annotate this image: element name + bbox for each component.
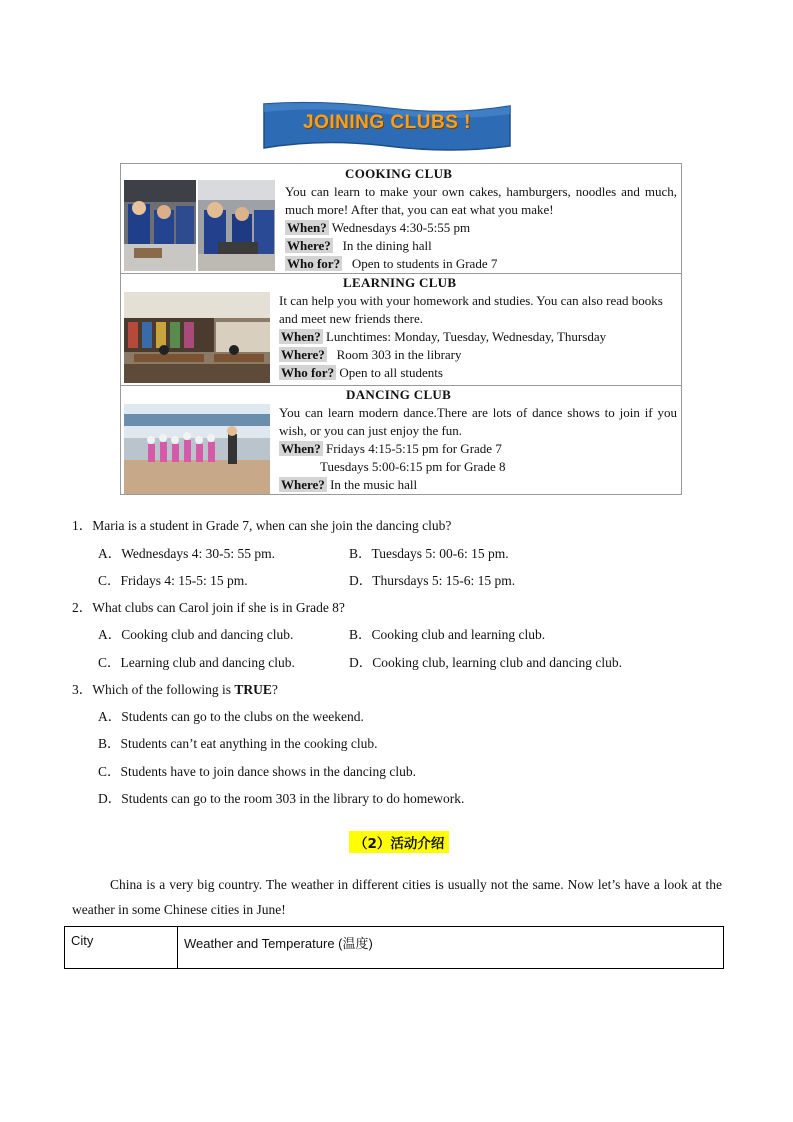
learning-who-value: Open to all students	[339, 365, 443, 380]
question-2-option-b: B．Cooking club and learning club.	[349, 627, 546, 642]
question-2-option-c: C．Learning club and dancing club.	[98, 655, 295, 670]
learning-where-label: Where?	[281, 347, 325, 362]
cooking-photo-icon	[124, 180, 196, 271]
cooking-photo-2	[198, 180, 275, 271]
question-1-option-d: D．Thursdays 5: 15-6: 15 pm.	[349, 573, 516, 588]
cooking-club-description: You can learn to make your own cakes, hamburgers, noodles and much, much more! After that, you can eat what you make!	[285, 184, 677, 217]
dancing-when-label: When?	[281, 441, 321, 456]
learning-club-title: LEARNING CLUB	[343, 275, 457, 290]
question-2-stem: 2．What clubs can Carol join if she is in Grade 8?	[72, 600, 345, 615]
banner-title: JOINING CLUBS !	[303, 112, 471, 133]
cooking-club-title: COOKING CLUB	[345, 166, 453, 181]
learning-when-label: When?	[281, 329, 321, 344]
clubs-info-box	[120, 163, 682, 495]
question-3-option-b: B．Students can’t eat anything in the cooking club.	[98, 736, 378, 751]
cooking-club-details	[285, 183, 677, 273]
learning-where-value: Room 303 in the library	[336, 347, 462, 362]
dancing-club-description: You can learn modern dance.There are lots of dance shows to join if you wish, or you can just enjoy the fun.	[279, 405, 677, 438]
cooking-who-value: Open to students in Grade 7	[351, 256, 498, 271]
learning-photo	[124, 292, 270, 383]
cooking-when-label: When?	[287, 220, 327, 235]
section-title: （2）活动介绍	[349, 831, 449, 853]
question-3-option-a: A．Students can go to the clubs on the weekend.	[98, 709, 364, 724]
dancing-photo	[124, 404, 270, 494]
dancing-club-details	[279, 404, 677, 494]
cooking-where-value: In the dining hall	[342, 238, 432, 253]
dancing-where-value: In the music hall	[330, 477, 418, 492]
question-2-option-a: A．Cooking club and dancing club.	[98, 627, 294, 642]
learning-club-details	[279, 292, 677, 382]
question-1-stem: 1．Maria is a student in Grade 7, when can she join the dancing club?	[72, 518, 452, 533]
learning-club-description: It can help you with your homework and studies. You can also read books and meet new friends there.	[279, 293, 663, 326]
learning-who-label: Who for?	[281, 365, 335, 380]
table-header-weather: Weather and Temperature (温度)	[178, 927, 724, 969]
table-row	[65, 927, 724, 969]
dancing-where-label: Where?	[281, 477, 325, 492]
question-3-option-d: D．Students can go to the room 303 in the library to do homework.	[98, 791, 465, 806]
banner	[262, 100, 512, 152]
dancing-club-title: DANCING CLUB	[346, 387, 452, 402]
question-1-option-a: A．Wednesdays 4: 30-5: 55 pm.	[98, 546, 276, 561]
cooking-club-row	[121, 164, 681, 274]
question-3-option-c: C．Students have to join dance shows in the dancing club.	[98, 764, 416, 779]
question-1-option-b: B．Tuesdays 5: 00-6: 15 pm.	[349, 546, 509, 561]
dancing-when-value-2: Tuesdays 5:00-6:15 pm for Grade 8	[320, 459, 506, 474]
cooking-who-label: Who for?	[287, 256, 341, 271]
dancing-club-row	[121, 386, 681, 494]
question-3-stem-emphasis: TRUE	[234, 682, 272, 697]
intro-paragraph: China is a very big country. The weather in different cities is usually not the same. Now let’s have a look at the weather in some Chinese cities in June!	[72, 877, 722, 917]
weather-table	[64, 926, 724, 969]
table-header-city: City	[65, 927, 178, 969]
cooking-when-value: Wednesdays 4:30-5:55 pm	[331, 220, 471, 235]
learning-when-value: Lunchtimes: Monday, Tuesday, Wednesday, Thursday	[325, 329, 607, 344]
question-3-stem-text: 3．Which of the following is	[72, 682, 235, 697]
question-3-stem	[72, 678, 278, 698]
question-3-stem-end: ?	[271, 682, 278, 697]
dancing-when-value: Fridays 4:15-5:15 pm for Grade 7	[325, 441, 502, 456]
cooking-photo-1	[124, 180, 196, 271]
library-photo-icon	[124, 292, 270, 383]
question-2-option-d: D．Cooking club, learning club and dancing club.	[349, 655, 622, 670]
cooking-photo-icon	[198, 180, 275, 271]
learning-club-row	[121, 274, 681, 386]
dance-hall-photo-icon	[124, 404, 270, 494]
cooking-where-label: Where?	[287, 238, 331, 253]
question-1-option-c: C．Fridays 4: 15-5: 15 pm.	[98, 573, 248, 588]
